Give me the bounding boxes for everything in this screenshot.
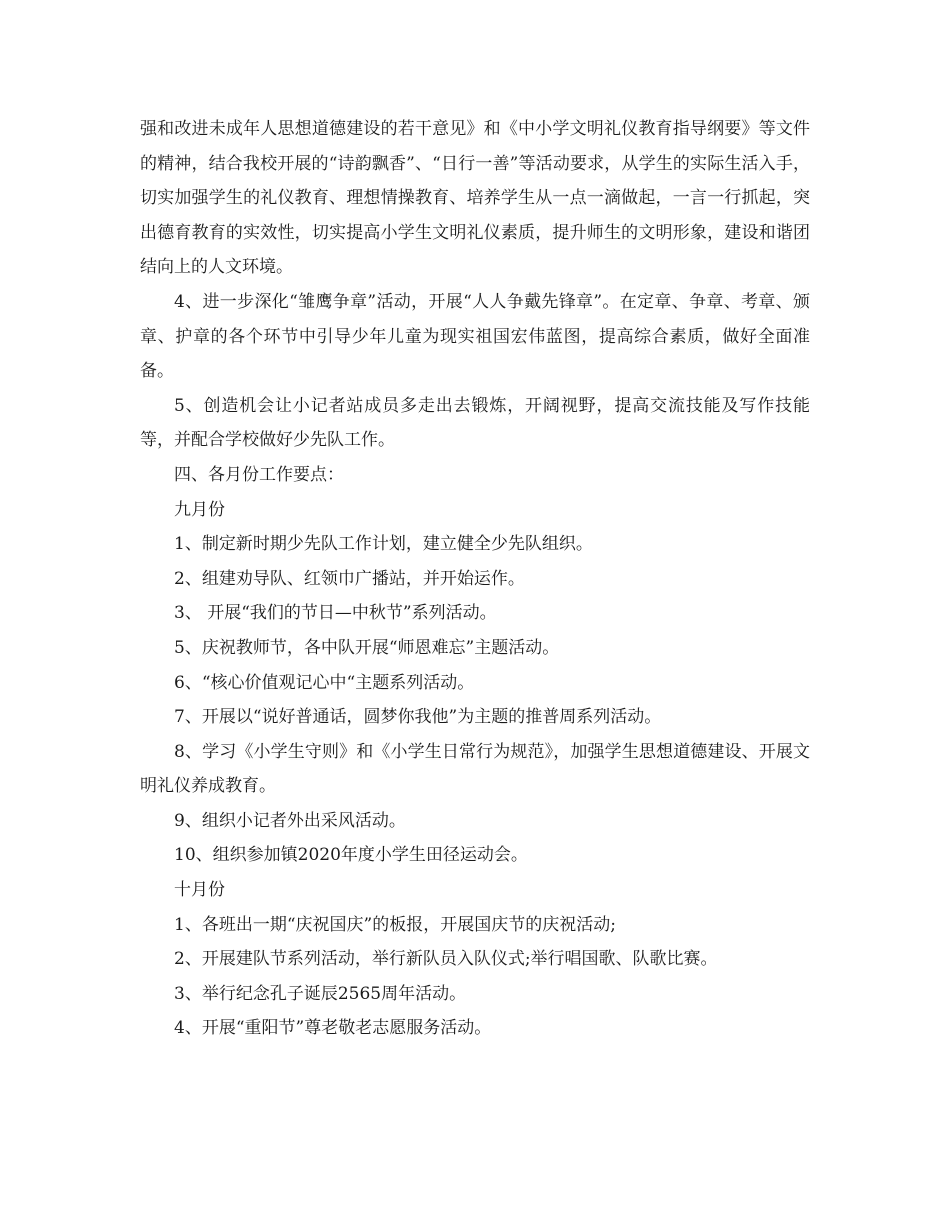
paragraph: 5、创造机会让小记者站成员多走出去锻炼，开阔视野，提高交流技能及写作技能等，并配合学校做好少先队工作。	[140, 395, 810, 451]
paragraph: 4、进一步深化“雏鹰争章”活动，开展“人人争戴先锋章”。在定章、争章、考章、颁章、护章的各个环节中引导少年儿童为现实祖国宏伟蓝图，提高综合素质，做好全面准备。	[140, 291, 810, 382]
list-item: 9、组织小记者外出采风活动。	[174, 810, 406, 831]
list-item: 2、开展建队节系列活动，举行新队员入队仪式;举行唱国歌、队歌比赛。	[174, 949, 718, 970]
list-item: 1、制定新时期少先队工作计划，建立健全少先队组织。	[174, 534, 593, 555]
list-item: 7、开展以“说好普通话，圆梦你我他”为主题的推普周系列活动。	[174, 707, 662, 728]
list-item: 8、学习《小学生守则》和《小学生日常行为规范》，加强学生思想道德建设、开展文明礼仪养成教育。	[140, 741, 810, 797]
section-heading: 四、各月份工作要点：	[174, 464, 344, 485]
list-item: 1、各班出一期“庆祝国庆”的板报，开展国庆节的庆祝活动;	[174, 914, 616, 935]
paragraph: 强和改进未成年人思想道德建设的若干意见》和《中小学文明礼仪教育指导纲要》等文件的精神，结合我校开展的“诗韵飘香”、“日行一善”等活动要求，从学生的实际生活入手，切实加强学生的礼仪教育、理想情操教育、培养学生从一点一滴做起，一言一行抓起，突出德育教育的实效性，切实提高小学生文明礼仪素质，提升师生的文明形象，建设和谐团结向上的人文环境。	[140, 119, 810, 278]
month-heading: 十月份	[174, 880, 225, 901]
list-item: 5、庆祝教师节，各中队开展“师恩难忘”主题活动。	[174, 637, 560, 658]
document-body	[140, 112, 810, 1046]
month-heading: 九月份	[174, 499, 225, 520]
list-item: 10、组织参加镇2020年度小学生田径运动会。	[174, 845, 528, 866]
list-item: 3、 开展“我们的节日—中秋节”系列活动。	[174, 603, 497, 624]
list-item: 2、组建劝导队、红领巾广播站，并开始运作。	[174, 568, 525, 589]
list-item: 3、举行纪念孔子诞辰2565周年活动。	[174, 983, 467, 1004]
list-item: 4、开展“重阳节”尊老敬老志愿服务活动。	[174, 1018, 492, 1039]
list-item: 6、“核心价值观记心中“主题系列活动。	[174, 672, 475, 693]
